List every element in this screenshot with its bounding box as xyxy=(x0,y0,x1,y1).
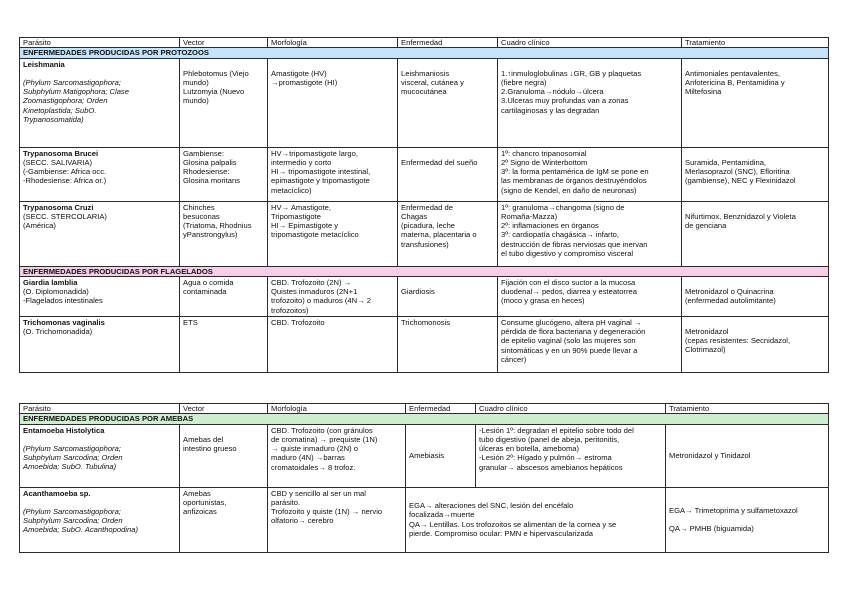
table-row xyxy=(20,316,829,372)
vector-line: Amebas xyxy=(183,488,211,498)
parasite-name: Trypanosoma Brucei xyxy=(23,148,99,158)
vector-line: Gambiense: xyxy=(183,148,224,158)
taxonomy-line: (Phylum Sarcomastigophora; xyxy=(23,506,121,516)
section-title: ENFERMEDADES PRODUCIDAS POR FLAGELADOS xyxy=(20,266,829,276)
clinical-line: focalizada→muerte xyxy=(409,510,475,520)
vector-line: Phlebotomus (Viejo xyxy=(183,68,249,78)
morphology-line: CBD y sencillo al ser un mal xyxy=(271,488,366,498)
disease-line: Leishmaniosis xyxy=(401,68,450,78)
disease-clinical-merged-cell xyxy=(406,487,666,552)
morphology-line: intermedio y corto xyxy=(271,157,332,167)
treatment-cell xyxy=(682,201,829,266)
taxonomy-line: Subphylum Matigophora; Clase xyxy=(23,87,129,96)
vector-line: mundo) xyxy=(183,96,209,106)
morphology-line: HI→ tripomastigote intestinal, xyxy=(271,167,371,176)
parasite-name: Giardia lamblia xyxy=(23,277,78,287)
vector-line: ETS xyxy=(183,317,198,327)
morphology-line: parásito. xyxy=(271,497,301,507)
header-parasito: Parásito xyxy=(20,38,180,48)
vector-cell xyxy=(180,201,268,266)
clinical-line: 2º Signo de Winterbottom xyxy=(501,157,588,167)
clinical-line: EGA→ alteraciones del SNC, lesión del encéfalo xyxy=(409,501,574,510)
morphology-line: HV→tripomastigote largo, xyxy=(271,148,358,158)
taxonomy-line: (O. Diplomonadida) xyxy=(23,287,89,296)
treatment-cell xyxy=(666,487,829,552)
vector-cell xyxy=(180,58,268,147)
morphology-cell xyxy=(268,316,398,372)
clinical-line: las membranas de órganos destruyéndolos xyxy=(501,176,647,186)
clinical-line: 1º: chancro tripanosomial xyxy=(501,148,587,158)
morphology-line: CBD. Trofozoito xyxy=(271,317,325,327)
clinical-line: el tubo digestivo y compromiso visceral xyxy=(501,248,634,258)
vector-line: Agua o comida xyxy=(183,277,234,287)
clinical-cell xyxy=(498,58,682,147)
clinical-line: destrucción de fibras nerviosas que inervan xyxy=(501,239,648,249)
clinical-line: sintomáticas y en un 90% puede llevar a xyxy=(501,345,638,355)
disease-line: Enfermedad de xyxy=(401,202,453,212)
header-cuadro-clinico: Cuadro clínico xyxy=(498,38,682,48)
header-vector: Vector xyxy=(180,38,268,48)
clinical-line: 2º: inflamaciones en órganos xyxy=(501,221,599,230)
taxonomy-line: Subphylum Sarcodina; Orden xyxy=(23,453,123,462)
morphology-cell xyxy=(268,201,398,266)
header-enfermedad: Enfermedad xyxy=(398,38,498,48)
vector-line: yPanstrongylus) xyxy=(183,230,238,240)
vector-line: mundo) xyxy=(183,77,209,87)
taxonomy-line: -Flagelados intestinales xyxy=(23,296,103,306)
table-row xyxy=(20,58,829,147)
clinical-line: de epitelio vaginal (solo las mujeres son xyxy=(501,336,636,346)
vector-cell xyxy=(180,487,268,552)
treatment-line: Suramida, Pentamidina, xyxy=(685,157,767,167)
vector-line: contaminada xyxy=(183,287,227,296)
clinical-line: úlceras en botella, ameboma) xyxy=(479,444,580,453)
clinical-line: pérdida de flora bacteriana y degeneración xyxy=(501,327,646,336)
clinical-line: pierde. Compromiso ocular: PMN e hipervascularizada xyxy=(409,528,594,538)
header-tratamiento: Tratamiento xyxy=(666,404,829,414)
morphology-cell xyxy=(268,276,398,316)
parasite-name: Entamoeba Histolytica xyxy=(23,425,105,435)
parasite-name: Trichomonas vaginalis xyxy=(23,317,105,327)
morphology-line: trofozoitos) xyxy=(271,305,309,315)
clinical-line: 1.↑inmuloglobulinas ↓GR, GB y plaquetas xyxy=(501,68,642,78)
disease-cell xyxy=(398,316,498,372)
morphology-line: de cromatina) → prequiste (1N) xyxy=(271,434,378,444)
disease-cell xyxy=(398,58,498,147)
disease-line: materna, placentaria o xyxy=(401,230,477,240)
taxonomy-line: Kinetoplastida; SubO. xyxy=(23,105,97,115)
disease-cell xyxy=(398,147,498,201)
parasite-cell xyxy=(20,276,180,316)
parasites-table-protozoa xyxy=(19,37,829,373)
table-row xyxy=(20,276,829,316)
taxonomy-line: Amoebida; SubO. Tubulina) xyxy=(23,462,117,472)
clinical-line: 3º: cardiopatía chagásica→ infarto, xyxy=(501,230,620,240)
vector-line: oportunistas, xyxy=(183,497,227,507)
section-row-flagelados xyxy=(20,266,829,276)
clinical-cell xyxy=(476,424,666,487)
taxonomy-line: (-Gambiense: Africa occ. xyxy=(23,167,107,176)
morphology-line: HV→ Amastigote, xyxy=(271,202,331,212)
treatment-line: Merlasoprazol (SNC), Efloritina xyxy=(685,166,790,176)
clinical-line: Romaña-Mazza) xyxy=(501,211,558,221)
vector-line: (Triatoma, Rhodnius xyxy=(183,221,252,230)
clinical-cell xyxy=(498,316,682,372)
treatment-line: Metronidazol xyxy=(685,326,729,336)
clinical-line: Consume glucógeno, altera pH vaginal → xyxy=(501,317,642,327)
taxonomy-line: (SECC. STERCOLARIA) xyxy=(23,211,107,221)
header-morfologia: Morfología xyxy=(268,404,406,414)
treatment-line: de genciana xyxy=(685,220,727,230)
clinical-line: -Lesión 2º: Hígado y pulmón→ estroma xyxy=(479,453,612,463)
morphology-cell xyxy=(268,147,398,201)
treatment-line: Metronidazol y Tinidazol xyxy=(669,450,751,460)
morphology-line: olfatorio→ cerebro xyxy=(271,516,334,526)
disease-line: mucocutánea xyxy=(401,87,447,96)
table-row xyxy=(20,424,829,487)
header-enfermedad: Enfermedad xyxy=(406,404,476,414)
vector-line: Glosina palpalis xyxy=(183,157,237,167)
morphology-line: epimastigote y tripomastigote xyxy=(271,176,370,186)
treatment-cell xyxy=(666,424,829,487)
taxonomy-line: Zoomastigophora; Orden xyxy=(23,96,108,106)
vector-line: Lutzomyia (Nuevo xyxy=(183,87,245,96)
header-cuadro-clinico: Cuadro clínico xyxy=(476,404,666,414)
disease-line: (picadura, leche xyxy=(401,221,456,230)
treatment-line: EGA→ Trimetoprima y sulfametoxazol xyxy=(669,505,798,515)
disease-line: Chagas xyxy=(401,211,428,221)
clinical-cell xyxy=(498,276,682,316)
disease-line: Giardiosis xyxy=(401,286,435,296)
vector-line: anfizoicas xyxy=(183,507,217,516)
section-title: ENFERMEDADES PRODUCIDAS POR AMEBAS xyxy=(20,414,829,424)
vector-cell xyxy=(180,147,268,201)
vector-line: Amebas del xyxy=(183,434,224,444)
treatment-cell xyxy=(682,147,829,201)
vector-line: Chinches xyxy=(183,202,215,212)
disease-line: Enfermedad del sueño xyxy=(401,157,478,167)
clinical-line: (moco y grasa en heces) xyxy=(501,296,585,306)
clinical-line: 3.Ulceras muy profundas van a zonas xyxy=(501,96,629,106)
morphology-cell xyxy=(268,487,406,552)
taxonomy-line: (SECC. SALIVARIA) xyxy=(23,157,93,167)
taxonomy-line: (América) xyxy=(23,221,56,230)
parasite-name: Acanthamoeba sp. xyxy=(23,488,91,498)
clinical-line: Fijación con el disco suctor a la mucosa xyxy=(501,277,636,287)
vector-line: Rhodesiense: xyxy=(183,167,230,176)
morphology-line: trofozoito) o maduros (4N→ 2 xyxy=(271,296,372,306)
taxonomy-line: Amoebida; SubO. Acanthopodina) xyxy=(23,525,138,535)
header-tratamiento: Tratamiento xyxy=(682,38,829,48)
disease-cell xyxy=(406,424,476,487)
parasite-cell xyxy=(20,201,180,266)
treatment-line: Anfotericina B, Pentamidina y xyxy=(685,77,785,87)
section-row-protozoos xyxy=(20,48,829,58)
disease-line: transfusiones) xyxy=(401,239,449,249)
parasite-cell xyxy=(20,316,180,372)
clinical-cell xyxy=(498,147,682,201)
vector-line: intestino grueso xyxy=(183,443,237,453)
clinical-line: duodenal→ pedos, diarrea y esteatorrea xyxy=(501,287,637,296)
treatment-line: Metronidazol o Quinacrina xyxy=(685,286,774,296)
disease-line: Trichomonosis xyxy=(401,317,451,327)
clinical-line: -Lesión 1º: degradan el epitelio sobre todo del xyxy=(479,425,634,435)
section-title: ENFERMEDADES PRODUCIDAS POR PROTOZOOS xyxy=(20,48,829,58)
parasite-cell xyxy=(20,147,180,201)
morphology-line: Trofozoito y quiste (1N) → nervio xyxy=(271,507,383,516)
taxonomy-line: Subphylum Sarcodina; Orden xyxy=(23,516,123,525)
morphology-line: →promastigote (HI) xyxy=(271,77,338,87)
vector-line: besuconas xyxy=(183,211,220,221)
header-vector: Vector xyxy=(180,404,268,414)
morphology-line: CBD. Trofozoito (2N) → xyxy=(271,277,352,287)
treatment-line: Nifurtimox, Benznidazol y Violeta xyxy=(685,211,796,221)
table-row xyxy=(20,487,829,552)
disease-cell xyxy=(398,201,498,266)
parasite-cell xyxy=(20,424,180,487)
clinical-line: (signo de Kendel, en daño de neuronas) xyxy=(501,185,637,195)
treatment-line: Miltefosina xyxy=(685,87,722,96)
header-parasito: Parásito xyxy=(20,404,180,414)
vector-line: Glosina moritans xyxy=(183,176,240,186)
morphology-cell xyxy=(268,424,406,487)
treatment-cell xyxy=(682,316,829,372)
section-row-amebas xyxy=(20,414,829,424)
vector-cell xyxy=(180,316,268,372)
morphology-line: → quiste inmaduro (2N) o xyxy=(271,444,358,453)
treatment-cell xyxy=(682,58,829,147)
morphology-line: Amastigote (HV) xyxy=(271,68,327,78)
clinical-line: 3º: la forma pentamérica de IgM se pone en xyxy=(501,167,649,176)
morphology-line: maduro (4N) →barras xyxy=(271,453,345,463)
treatment-cell xyxy=(682,276,829,316)
table-row xyxy=(20,201,829,266)
disease-line: visceral, cutánea y xyxy=(401,77,464,87)
vector-cell xyxy=(180,424,268,487)
morphology-line: HI→ Epimastigote y xyxy=(271,221,339,230)
clinical-line: 2.Granuloma→nódulo→úlcera xyxy=(501,87,604,96)
disease-cell xyxy=(398,276,498,316)
taxonomy-line: (Phylum Sarcomastigophora; xyxy=(23,77,121,87)
morphology-line: CBD. Trofozoito (con gránulos xyxy=(271,425,373,435)
clinical-line: cáncer) xyxy=(501,354,527,364)
clinical-line: tubo digestivo (panel de abeja, peritonitis, xyxy=(479,434,620,444)
taxonomy-line: (O. Trichomonadida) xyxy=(23,327,93,336)
treatment-line: Clotrimazol) xyxy=(685,345,726,355)
clinical-cell xyxy=(498,201,682,266)
parasite-cell xyxy=(20,58,180,147)
parasites-table-amebas xyxy=(19,403,829,553)
header-morfologia: Morfología xyxy=(268,38,398,48)
morphology-line: Quistes inmaduros (2N+1 xyxy=(271,287,358,296)
treatment-line: Antimoniales pentavalentes, xyxy=(685,68,780,78)
morphology-line: cromatoidales→ 8 trofoz. xyxy=(271,462,356,472)
morphology-cell xyxy=(268,58,398,147)
treatment-line: (enfermedad autolimitante) xyxy=(685,296,776,305)
clinical-line: (fiebre negra) xyxy=(501,77,547,87)
treatment-line: QA→ PMHB (biguamida) xyxy=(669,524,754,533)
taxonomy-line: Trypanosomatida) xyxy=(23,114,84,124)
table-header-row xyxy=(20,404,829,414)
disease-line: Amebiasis xyxy=(409,450,445,460)
morphology-line: Tripomastigote xyxy=(271,211,321,221)
treatment-line: (gambiense), NEC y Flexinidazol xyxy=(685,176,796,185)
parasite-name: Trypanosoma Cruzi xyxy=(23,202,94,212)
table-header-row xyxy=(20,38,829,48)
clinical-line: QA→ Lentillas. Los trofozoitos se alimentan de la cornea y se xyxy=(409,519,617,529)
clinical-line: granular→ abscesos amebianos hepáticos xyxy=(479,462,623,472)
clinical-line: cartilaginosas y las degradan xyxy=(501,105,600,115)
table-row xyxy=(20,147,829,201)
clinical-line: 1º: granuloma→changoma (signo de xyxy=(501,202,625,212)
parasite-cell xyxy=(20,487,180,552)
taxonomy-line: (Phylum Sarcomastigophora; xyxy=(23,443,121,453)
vector-cell xyxy=(180,276,268,316)
taxonomy-line: -Rhodesiense: Africa or.) xyxy=(23,176,107,186)
treatment-line: (cepas resistentes: Secnidazol, xyxy=(685,336,791,345)
morphology-line: metacíclico) xyxy=(271,185,312,195)
parasite-name: Leishmania xyxy=(23,59,65,69)
morphology-line: tripomastigote metacíclico xyxy=(271,230,359,240)
